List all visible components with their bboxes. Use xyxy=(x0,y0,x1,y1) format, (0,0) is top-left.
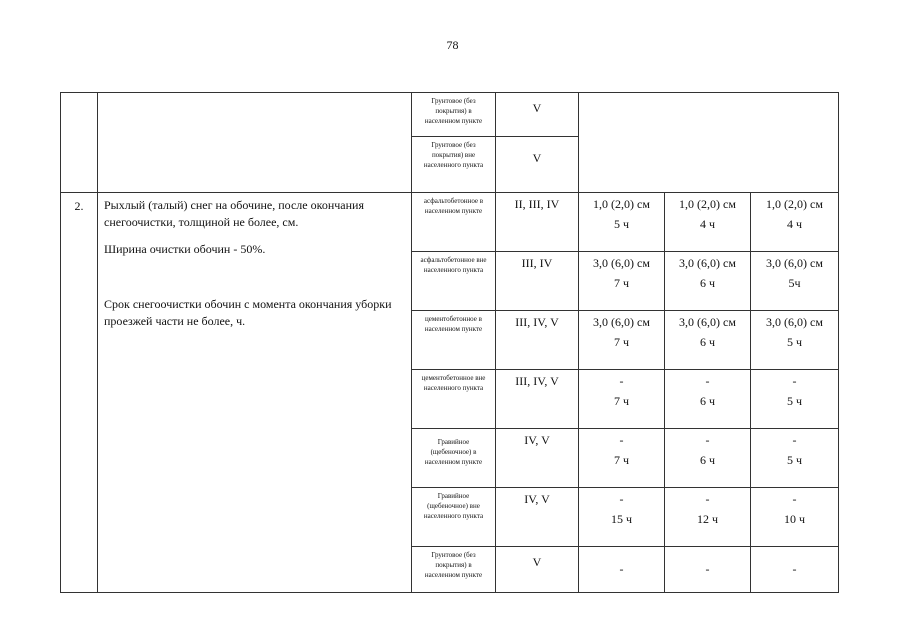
empty-description-cell xyxy=(98,93,412,193)
surface-type-cell: Грунтовое (без покрытия) в населенном пункте xyxy=(412,93,496,137)
table-row xyxy=(61,93,839,137)
item-width-note: Ширина очистки обочин - 50%. xyxy=(104,242,266,256)
time-value: 6 ч xyxy=(699,453,716,467)
surface-type-cell: Гравийное (щебеночное) вне населенного пункта xyxy=(412,488,496,547)
thickness-value: - xyxy=(705,433,710,447)
empty-number-cell xyxy=(61,93,98,193)
road-category-cell: IV, V xyxy=(496,429,579,488)
thickness-value: 3,0 (6,0) см xyxy=(679,256,736,270)
thickness-value: - xyxy=(705,562,710,576)
time-value: 6 ч xyxy=(699,335,716,349)
thickness-value: - xyxy=(705,374,710,388)
road-category-cell: II, III, IV xyxy=(496,193,579,252)
road-category-cell: IV, V xyxy=(496,488,579,547)
value-cell xyxy=(751,252,839,311)
thickness-value: 3,0 (6,0) см xyxy=(593,256,650,270)
thickness-value: - xyxy=(619,433,624,447)
thickness-value: 1,0 (2,0) см xyxy=(679,197,736,211)
thickness-value: 3,0 (6,0) см xyxy=(766,256,823,270)
value-cell xyxy=(751,547,839,593)
thickness-value: 3,0 (6,0) см xyxy=(679,315,736,329)
item-description: Рыхлый (талый) снег на обочине, после окончания снегоочистки, толщиной не более, см. xyxy=(104,198,364,229)
time-value: 7 ч xyxy=(613,276,630,290)
thickness-value: - xyxy=(619,492,624,506)
time-value: 4 ч xyxy=(699,217,716,231)
thickness-value: - xyxy=(619,374,624,388)
value-cell xyxy=(751,488,839,547)
time-value: 15 ч xyxy=(610,512,633,526)
value-cell xyxy=(665,429,751,488)
time-value: 5 ч xyxy=(786,394,803,408)
surface-type-cell: Грунтовое (без покрытия) в населенном пункте xyxy=(412,547,496,593)
time-value: 12 ч xyxy=(696,512,719,526)
value-cell xyxy=(665,193,751,252)
value-cell xyxy=(751,193,839,252)
road-category-cell: V xyxy=(496,137,579,193)
surface-type-cell: цементобетонное вне населенного пункта xyxy=(412,370,496,429)
item-deadline-note: Срок снегоочистки обочин с момента окончания уборки проезжей части не более, ч. xyxy=(104,297,392,328)
value-cell xyxy=(751,370,839,429)
road-category-cell: V xyxy=(496,93,579,137)
value-cell xyxy=(665,311,751,370)
thickness-value: 3,0 (6,0) см xyxy=(593,315,650,329)
surface-type-cell: Гравийное (щебеночное) в населенном пункте xyxy=(412,429,496,488)
value-cell xyxy=(665,488,751,547)
time-value: 5 ч xyxy=(613,217,630,231)
item-description-cell xyxy=(98,193,412,593)
value-cell xyxy=(579,311,665,370)
road-category-cell: III, IV, V xyxy=(496,311,579,370)
time-value: 4 ч xyxy=(786,217,803,231)
item-number: 2. xyxy=(61,193,98,593)
value-cell xyxy=(579,547,665,593)
value-cell xyxy=(751,311,839,370)
value-cell xyxy=(579,429,665,488)
time-value: 6 ч xyxy=(699,394,716,408)
value-cell xyxy=(579,370,665,429)
value-cell xyxy=(665,547,751,593)
table-row xyxy=(61,193,839,252)
time-value: 5ч xyxy=(788,276,801,290)
road-category-cell: III, IV xyxy=(496,252,579,311)
thickness-value: - xyxy=(792,492,797,506)
time-value: 10 ч xyxy=(783,512,806,526)
surface-type-cell: цементобетонное в населенном пункте xyxy=(412,311,496,370)
time-value: 6 ч xyxy=(699,276,716,290)
value-cell xyxy=(579,193,665,252)
road-category-cell: III, IV, V xyxy=(496,370,579,429)
value-cell xyxy=(751,429,839,488)
value-cell xyxy=(665,370,751,429)
thickness-value: 1,0 (2,0) см xyxy=(593,197,650,211)
time-value: 7 ч xyxy=(613,453,630,467)
thickness-value: 1,0 (2,0) см xyxy=(766,197,823,211)
time-value: 5 ч xyxy=(786,453,803,467)
thickness-value: 3,0 (6,0) см xyxy=(766,315,823,329)
thickness-value: - xyxy=(792,433,797,447)
road-category-cell: V xyxy=(496,547,579,593)
value-cell xyxy=(665,252,751,311)
requirements-table xyxy=(60,92,839,593)
time-value: 7 ч xyxy=(613,335,630,349)
surface-type-cell: асфальтобетонное вне населенного пункта xyxy=(412,252,496,311)
thickness-value: - xyxy=(705,492,710,506)
page-number: 78 xyxy=(446,38,459,52)
value-cell xyxy=(579,488,665,547)
time-value: 7 ч xyxy=(613,394,630,408)
empty-values-cell xyxy=(579,93,839,193)
thickness-value: - xyxy=(619,562,624,576)
surface-type-cell: Грунтовое (без покрытия) вне населенного пункта xyxy=(412,137,496,193)
surface-type-cell: асфальтобетонное в населенном пункте xyxy=(412,193,496,252)
thickness-value: - xyxy=(792,374,797,388)
value-cell xyxy=(579,252,665,311)
time-value: 5 ч xyxy=(786,335,803,349)
thickness-value: - xyxy=(792,562,797,576)
